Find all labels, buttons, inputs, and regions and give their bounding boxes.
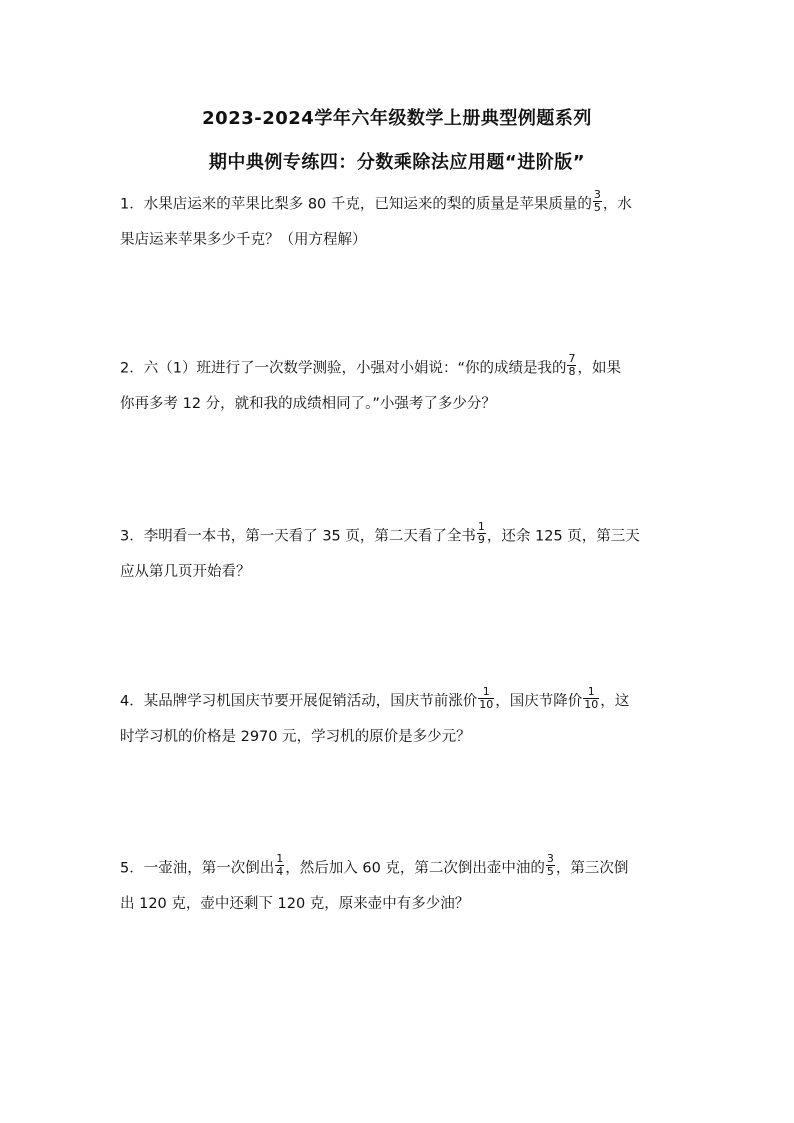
question-1-line-2: 果店运来苹果多少千克？（用方程解） — [120, 232, 367, 248]
question-5-line-1 — [120, 852, 680, 878]
question-2-line-1 — [120, 352, 680, 378]
question-4-line-2: 时学习机的价格是 2970 元，学习机的原价是多少元？ — [120, 729, 471, 745]
q3-frac-num: 1 — [477, 520, 485, 533]
q1-text-a: 1．水果店运来的苹果比梨多 80 千克，已知运来的梨的质量是苹果质量的 — [120, 196, 592, 213]
question-1 — [120, 188, 680, 250]
q4-frac1-num: 1 — [478, 686, 494, 699]
q5-text-b: ，然后加入 60 克，第二次倒出壶中油的 — [285, 860, 545, 877]
q4-text-a: 4．某品牌学习机国庆节要开展促销活动，国庆节前涨价 — [120, 693, 478, 710]
q4-frac2-den: 10 — [584, 698, 599, 711]
question-5-line-2: 出 120 克，壶中还剩下 120 克，原来壶中有多少油？ — [120, 896, 470, 912]
q3-text-b: ，还余 125 页，第三天 — [486, 528, 640, 545]
q5-frac2-den: 5 — [546, 865, 554, 878]
question-2 — [120, 352, 680, 414]
q4-fraction-1 — [478, 686, 494, 711]
q3-fraction — [477, 521, 486, 546]
q5-text-a: 5．一壶油，第一次倒出 — [120, 860, 275, 877]
q5-text-c: ，第三次倒 — [555, 860, 629, 877]
q3-text-a: 3．李明看一本书，第一天看了 35 页，第二天看了全书 — [120, 528, 476, 545]
q2-frac-den: 8 — [568, 365, 576, 378]
q5-frac1-num: 1 — [276, 852, 284, 865]
q4-text-b: ，国庆节降价 — [495, 693, 583, 710]
q2-text-a: 2．六（1）班进行了一次数学测验，小强对小娟说：“你的成绩是我的 — [120, 360, 567, 377]
q2-frac-num: 7 — [568, 352, 576, 365]
q1-text-b: ，水 — [602, 196, 632, 213]
q4-fraction-2 — [583, 686, 599, 711]
question-3-line-1 — [120, 520, 680, 546]
q1-frac-den: 5 — [593, 201, 601, 214]
question-4 — [120, 685, 680, 747]
question-2-line-2: 你再多考 12 分，就和我的成绩相同了。”小强考了多少分？ — [120, 396, 496, 412]
question-5 — [120, 852, 680, 914]
q5-fraction-2 — [546, 853, 555, 878]
question-3-line-2: 应从第几页开始看？ — [120, 564, 251, 580]
question-3 — [120, 520, 680, 582]
q4-frac1-den: 10 — [479, 698, 494, 711]
q5-frac2-num: 3 — [546, 852, 554, 865]
q1-frac-num: 3 — [593, 188, 601, 201]
q4-text-c: ，这 — [600, 693, 630, 710]
q2-text-b: ，如果 — [577, 360, 621, 377]
question-1-line-1 — [120, 188, 680, 214]
q3-frac-den: 9 — [477, 533, 485, 546]
q4-frac2-num: 1 — [583, 686, 599, 699]
question-4-line-1 — [120, 685, 680, 711]
q1-fraction — [593, 189, 602, 214]
document-title: 2023-2024学年六年级数学上册典型例题系列 — [202, 108, 592, 129]
q5-frac1-den: 4 — [276, 865, 284, 878]
q2-fraction — [567, 353, 576, 378]
q5-fraction-1 — [275, 853, 284, 878]
document-subtitle: 期中典例专练四：分数乘除法应用题“进阶版” — [208, 152, 586, 173]
